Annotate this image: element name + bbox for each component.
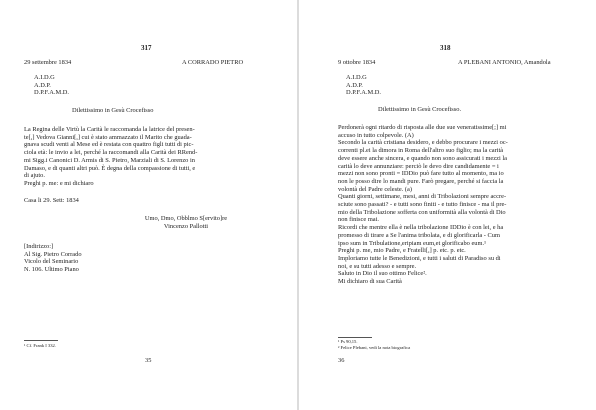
folio: 35 [145, 357, 152, 364]
letter-date: 29 settembre 1834 [24, 59, 72, 66]
body-line: di ajuto. [24, 172, 45, 180]
letter-body [338, 124, 508, 286]
footnote: ¹ Ps 90,15. [338, 339, 358, 344]
salutation: Dilettissimo in Gesù Crocefisso [72, 107, 154, 114]
folio: 36 [338, 357, 345, 364]
letter-body [24, 126, 197, 188]
body-line: carità lo deve annunziare: perciò le devo dire candidamente = i [338, 162, 499, 170]
body-line: Perdonerà ogni ritardo di risposta alle due sue veneratissime[;] mi [338, 124, 507, 131]
body-line: correnti pl.ei la dimora in Roma dell'altro suo figlio; ma la carità [338, 147, 504, 155]
place-date: Casa li 29. Sett: 1834 [24, 197, 79, 204]
body-line: volontà del Padre celeste. (a) [338, 185, 412, 193]
body-line: Preghi p. me: e mi dichiaro [24, 179, 94, 187]
signature: Vincenzo Pallotti [163, 222, 209, 230]
footnote-rule [338, 337, 372, 338]
salutation: Dilettissimo in Gesù Crocefisso. [378, 106, 462, 113]
letter-heading [34, 74, 69, 97]
body-line: Quanti giorni, settimane, mesi, anni di Tribolazioni sempre accre- [338, 193, 507, 201]
address-line: Vicolo del Seminario [24, 258, 79, 266]
body-line: non le posso dire lo mandi pure. Farò pregare, perché si faccia la [338, 177, 504, 185]
body-line: Mi dichiaro di sua Carità [338, 278, 402, 286]
heading-line: A.D.P. [346, 81, 363, 89]
body-line: sciute sono passati? - e tutti sono finiti - e tutto finisce - ma il pre- [338, 201, 507, 209]
body-line: Damaso, e di quanti altri può. È degna della compassione di tutti, e [24, 164, 196, 172]
letter-date: 9 ottobre 1834 [338, 59, 376, 66]
body-line: ipso sum in Tribulatione,eripiam eum,et glorificabo eum.¹ [338, 239, 486, 247]
body-line: Secondo la carità cristiana desidero, e debbo procurare i mezzi oc- [338, 139, 508, 147]
body-line: mi Sigg.i Canonici D. Armis di S. Pietro, Marziali di S. Lorenzo in [24, 156, 195, 164]
heading-line: A.I.D.G [34, 74, 55, 81]
body-line: te[,] Vedova Gianni[,] cui è stato ammazzato il Marito che guada- [24, 133, 192, 141]
body-line: Preghi p. me, mio Padre, e Fratelli[,] p. etc. p. etc. [338, 247, 466, 255]
body-line: promesso di tirare a Se l'anima tribolata, e di glorificarla - Cum [338, 231, 500, 239]
letter-heading [346, 74, 381, 97]
closing [126, 215, 246, 230]
address-line: N. 106. Ultimo Piano [24, 266, 79, 274]
body-line: Imploriamo tutte le Benedizioni, e tutti i saluti di Paradiso su di [338, 254, 501, 262]
address-line: Al Sig. Pietro Corrado [24, 250, 82, 258]
heading-line: D.P.F.A.M.D. [346, 89, 382, 97]
letter-recipient: A PLEBANI ANTONIO, Amandola [458, 59, 551, 66]
page-header-number: 318 [440, 44, 451, 52]
body-line: gnava scudi venti al Mese ed è restata con quattro figli tutti di pic- [24, 141, 194, 149]
body-line: Ricordi che mentre ella è nella tribolazione IDDio è con lei, e ha [338, 224, 504, 232]
right-page [298, 0, 596, 410]
address-line: [Indirizzo:] [24, 243, 54, 250]
closing-line: Umo, Dmo, Obblmo S[ervito]re [144, 215, 228, 222]
body-line: ciola età: le invio a lei, perché la raccomandi alla Carità dei RRend- [24, 149, 198, 157]
address-block [24, 243, 82, 274]
body-line: non finisce mai. [338, 216, 379, 224]
footnote: ² Felice Plebani, vedi la nota biografica [338, 345, 411, 350]
footnote: ¹ Cf. Frank I 332. [24, 343, 56, 348]
body-line: accuso in tutto colpevole. (A) [338, 131, 414, 139]
body-line: deve essere anche sincera, e quando non sono assicurati i mezzi la [338, 154, 507, 162]
body-line: noi, e su tutti adesso e sempre. [338, 262, 417, 270]
heading-line: D.P.F.A.M.D. [34, 89, 70, 97]
body-line: La Regina delle Virtù la Carità le raccomanda la latrice del presen- [24, 126, 195, 133]
body-line: mio della Tribolazione sofferta con uniformità alla volontà di Dio [338, 208, 506, 216]
page-header-number: 317 [141, 44, 152, 52]
heading-line: A.D.P. [34, 81, 51, 89]
body-line: Saluto in Dio il suo ottimo Felice². [338, 270, 427, 278]
heading-line: A.I.D.G [346, 74, 367, 81]
letter-recipient: A CORRADO PIETRO [182, 59, 244, 66]
footnote-rule [24, 340, 58, 341]
body-line: mezzi non sono pronti = IDDio può fare tutto al momento, ma io [338, 170, 504, 178]
